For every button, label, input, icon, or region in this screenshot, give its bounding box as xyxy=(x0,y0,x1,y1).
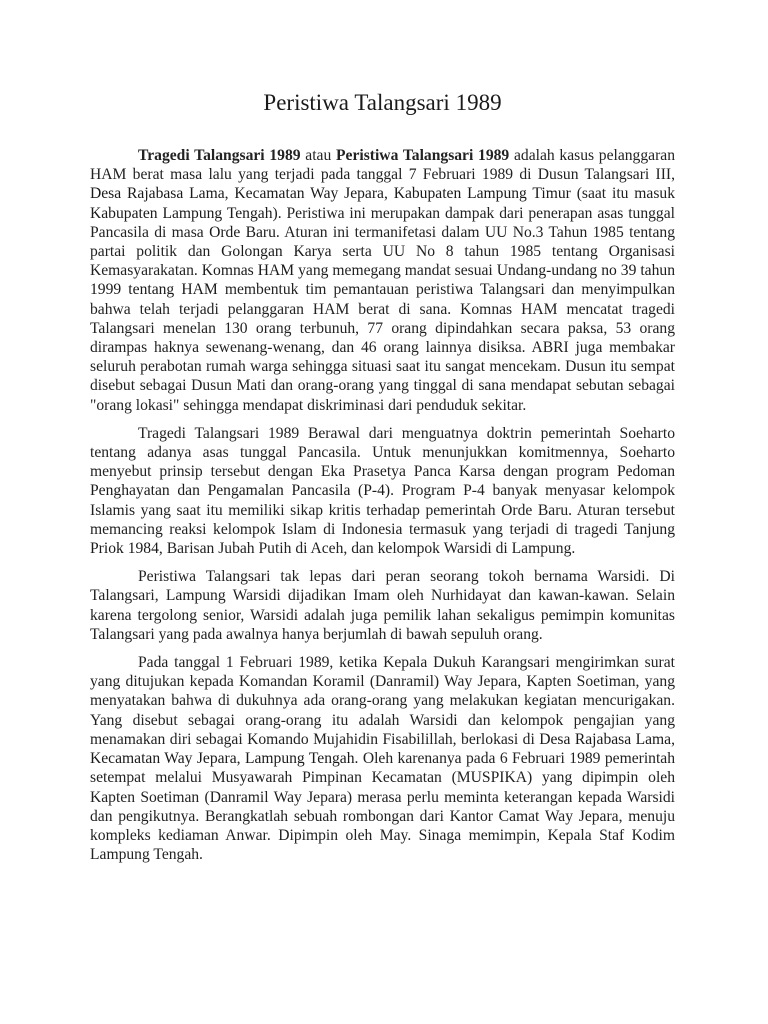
document-title: Peristiwa Talangsari 1989 xyxy=(263,90,502,115)
text-span: ). Peristiwa ini merupakan dampak dari penerapan asas tunggal Pancasila di masa xyxy=(90,204,675,241)
text-span: . Program P-4 banyak menyasar kelompok Islamis yang saat itu memiliki sikap kritis terhadap pemerintah Orde Baru. Aturan tersebut memancing reaksi kelompok Islam di Indonesia termasuk yang terjadi di tragedi xyxy=(90,482,675,538)
text-span: adalah kasus pelanggaran HAM berat masa lalu yang terjadi pada tanggal 7 Februari 1989 di Dusun Talangsari III, xyxy=(90,147,675,184)
paragraph-2 xyxy=(90,424,675,558)
text-span: atau xyxy=(300,147,337,164)
text-span: Tragedi Talangsari 1989 Berawal dari menguatnya doktrin pemerintah Soeharto tentang adanya asas tunggal Pancasila. Untuk menunjukkan komitmennya, Soeharto menyebut prinsip tersebut dengan Eka Prasetya Panca Karsa dengan program xyxy=(90,424,675,481)
text-span: yang memegang mandat sesuai xyxy=(294,262,497,280)
link-lampung-tengah[interactable]: Lampung Tengah xyxy=(244,750,355,768)
text-span: membentuk tim pemantauan peristiwa Talangsari dan menyimpulkan bahwa telah terjadi pelanggaran HAM berat di sana. Komnas HAM mencatat tragedi Talangsari menelan 130 orang terbunuh, 77 orang dipindahkan secara paksa, 53 orang dirampas haknya sewenang-wenang, dan 46 orang lainnya disiksa. ABRI juga membakar seluruh perabotan rumah warga sehingga situasi saat itu sangat mencekam. Dusun itu sempat disebut sebagai Dusun Mati dan orang-orang yang tinggal di sana mendapat sebutan sebagai "orang lokasi" sehingga mendapat diskriminasi dari penduduk sekitar. xyxy=(90,281,675,414)
link-p4-program[interactable]: Pedoman Penghayatan dan Pengamalan Pancasila (P-4) xyxy=(90,463,675,500)
term-peristiwa-talangsari: Peristiwa Talangsari 1989 xyxy=(336,147,510,164)
link-desa-rajabasa-lama[interactable]: Desa Rajabasa Lama xyxy=(539,730,672,748)
paragraph-3 xyxy=(90,567,675,644)
text-span: serta UU No 8 tahun 1985 tentang Organisasi Kemasyarakatan. xyxy=(90,243,675,280)
text-span: , xyxy=(224,185,235,203)
text-span: , xyxy=(671,730,676,748)
text-span: , Barisan Jubah Putih di Aceh, dan kelompok Warsidi di Lampung. xyxy=(158,540,576,558)
term-tragedi-talangsari: Tragedi Talangsari 1989 xyxy=(138,147,301,164)
link-tanjung-priok-1984[interactable]: Tanjung Priok 1984 xyxy=(90,520,675,558)
link-kecamatan-way-jepara[interactable]: Kecamatan Way Jepara xyxy=(234,185,384,203)
text-span: , xyxy=(383,185,394,203)
text-span: , xyxy=(236,750,245,768)
link-kabupaten-lampung-tengah[interactable]: Kabupaten Lampung Tengah xyxy=(90,204,273,222)
text-span: . Oleh karenanya pada 6 Februari 1989 pemerintah setempat melalui Musyawarah Pimpinan Kecamatan (MUSPIKA) yang dipimpin oleh Kapten Soetiman (Danramil Way Jepara) merasa perlu meminta keterangan kepada Warsidi dan pengikutnya. Berangkatlah sebuah rombongan dari Kantor Camat Way Jepara, menuju kompleks kediaman Anwar. Dipimpin oleh May. Sinaga memimpin, Kepala Staf Kodim Lampung Tengah. xyxy=(90,750,675,864)
link-undang-undang-39-1999[interactable]: Undang-undang no 39 tahun 1999 tentang HAM xyxy=(90,262,675,299)
link-kabupaten-lampung-timur[interactable]: Kabupaten Lampung Timur xyxy=(393,185,571,203)
link-kecamatan-way-jepara[interactable]: Kecamatan Way Jepara xyxy=(90,750,237,768)
link-desa-rajabasa-lama[interactable]: Desa Rajabasa Lama xyxy=(90,185,225,203)
link-orde-baru[interactable]: Orde Baru xyxy=(209,223,276,241)
text-span: Peristiwa Talangsari tak lepas dari peran seorang tokoh bernama Warsidi. Di Talangsari, Lampung Warsidi dijadikan Imam oleh Nurhidayat dan kawan-kawan. Selain karena tergolong senior, Warsidi adalah juga pemilik lahan sekaligus pemimpin komunitas Talangsari yang pada awalnya hanya berjumlah di bawah sepuluh orang. xyxy=(90,568,675,643)
text-span: Pada tanggal 1 Februari 1989, ketika Kepala Dukuh Karangsari mengirimkan surat yang ditujukan kepada Komandan Koramil (Danramil) Way Jepara, Kapten Soetiman, yang menyatakan bahwa di dukuhnya ada orang-orang yang melakukan kegiatan mencurigakan. Yang disebut sebagai orang-orang itu adalah Warsidi dan kelompok pengajian yang menamakan diri sebagai Komando Mujahidin Fisabilillah, berlokasi di xyxy=(90,654,675,748)
link-golongan-karya[interactable]: Golongan Karya xyxy=(221,243,332,261)
text-span: (saat itu masuk xyxy=(570,185,676,203)
text-span: . Aturan ini termanifetasi dalam UU No.3 Tahun 1985 tentang partai politik dan xyxy=(90,223,675,261)
link-komnas-ham[interactable]: Komnas HAM xyxy=(201,262,295,280)
paragraph-1 xyxy=(90,146,675,415)
document-page xyxy=(90,88,675,873)
paragraph-4 xyxy=(90,653,675,864)
